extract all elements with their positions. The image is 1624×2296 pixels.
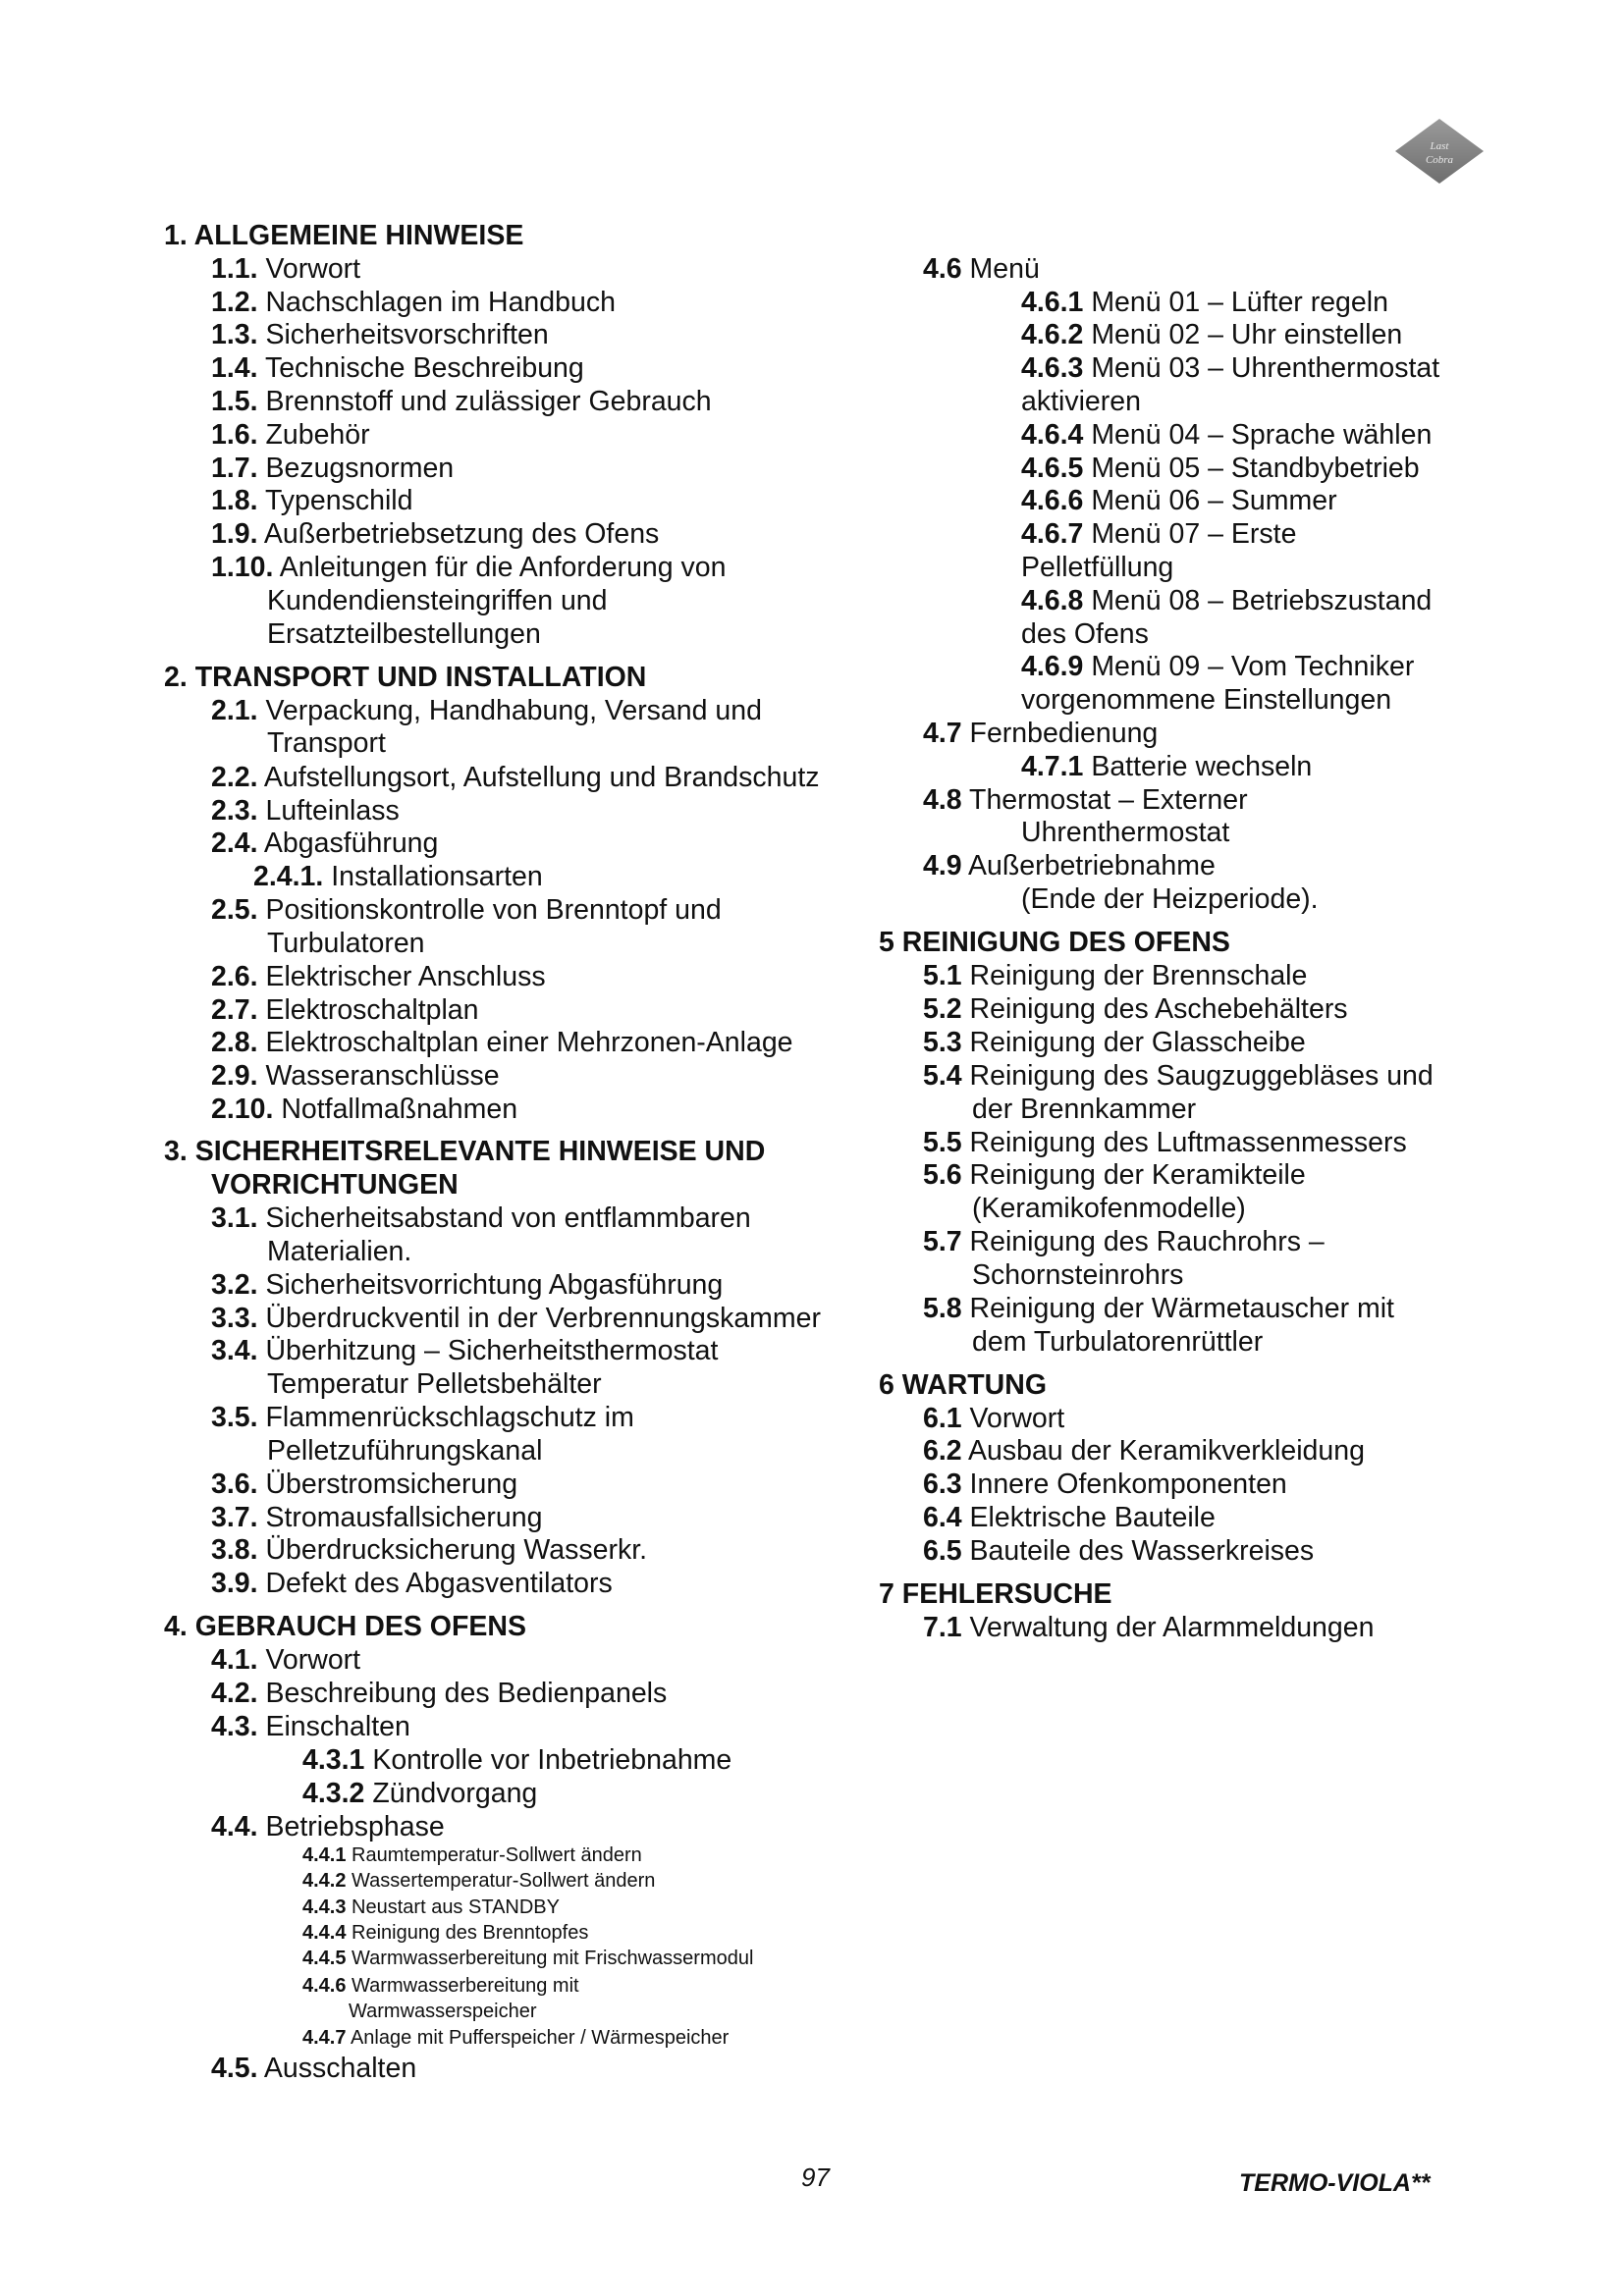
toc-entry: [211, 795, 400, 828]
toc-entry: [211, 319, 549, 351]
toc-entry-text: Pelletzuführungskanal: [267, 1435, 543, 1467]
toc-entry-number: 1.2.: [211, 287, 258, 318]
toc-entry: [211, 1644, 360, 1677]
toc-entry-number: 4.5.: [211, 2053, 258, 2084]
toc-entry-text: der Brennkammer: [972, 1094, 1197, 1125]
toc-entry-number: 5.3: [923, 1027, 962, 1058]
toc-entry-number: 4.9: [923, 850, 962, 881]
toc-entry-text: Reinigung der Brennschale: [969, 960, 1308, 991]
toc-entry-number: 6: [879, 1369, 894, 1401]
toc-entry-text: aktivieren: [1021, 386, 1141, 417]
toc-entry-number: 4.3.1: [302, 1744, 365, 1776]
toc-entry: [302, 1920, 588, 1946]
toc-entry-number: 2.4.: [211, 828, 258, 859]
toc-section-heading: [164, 1136, 765, 1168]
toc-entry: [302, 2025, 729, 2051]
toc-entry: [211, 453, 454, 485]
toc-entry-text: Warmwasserbereitung mit Frischwassermodul: [352, 1948, 754, 1969]
toc-entry-text: Reinigung des Luftmassenmessers: [969, 1127, 1407, 1158]
toc-entry-number: 3.9.: [211, 1568, 258, 1599]
toc-entry-number: 3.2.: [211, 1269, 258, 1301]
toc-entry-text: Warmwasserspeicher: [349, 2001, 537, 2022]
toc-entry-number: 2.2.: [211, 762, 258, 793]
toc-entry-text: Neustart aus STANDBY: [352, 1896, 560, 1918]
toc-entry: [1021, 518, 1296, 551]
toc-entry: [267, 1368, 602, 1401]
toc-entry-number: 3.: [164, 1136, 188, 1167]
toc-entry-number: 4.7.1: [1021, 751, 1084, 782]
toc-entry-text: Verwaltung der Alarmmeldungen: [969, 1612, 1375, 1643]
toc-entry: [211, 287, 616, 319]
toc-entry: [302, 1842, 642, 1868]
toc-entry: [211, 1202, 751, 1235]
toc-entry-text: Elektroschaltplan: [265, 994, 479, 1026]
toc-entry-text: REINIGUNG DES OFENS: [901, 927, 1230, 958]
toc-entry: [211, 253, 360, 286]
toc-entry-text: Fernbedienung: [969, 718, 1159, 749]
toc-entry: [211, 695, 762, 727]
toc-entry-text: Kundendiensteingriffen und: [267, 585, 608, 616]
toc-entry: [211, 1468, 517, 1501]
toc-entry-text: Elektrische Bauteile: [969, 1502, 1216, 1533]
toc-entry-text: Reinigung des Rauchrohrs –: [969, 1226, 1325, 1257]
toc-entry: [923, 1027, 1306, 1059]
toc-entry-text: Zubehör: [265, 419, 370, 451]
toc-entry: [923, 1127, 1407, 1159]
toc-section-heading: [164, 220, 523, 252]
toc-entry-text: Innere Ofenkomponenten: [969, 1468, 1287, 1500]
toc-entry: [211, 1335, 718, 1367]
toc-entry-number: 7: [879, 1578, 894, 1610]
toc-entry: [302, 1778, 537, 1810]
toc-entry-text: Reinigung des Aschebehälters: [969, 993, 1348, 1025]
toc-entry-text: Schornsteinrohrs: [972, 1259, 1184, 1291]
toc-entry-text: Ausbau der Keramikverkleidung: [967, 1435, 1365, 1467]
toc-entry: [267, 727, 386, 760]
toc-entry-number: 3.8.: [211, 1534, 258, 1566]
toc-entry: [923, 1293, 1394, 1325]
toc-entry-text: Pelletfüllung: [1021, 552, 1174, 583]
toc-entry: [1021, 618, 1149, 651]
toc-entry-number: 3.4.: [211, 1335, 258, 1366]
toc-entry-text: Verpackung, Handhabung, Versand und: [265, 695, 762, 726]
toc-entry: [1021, 751, 1312, 783]
toc-entry-text: Installationsarten: [331, 861, 543, 892]
toc-entry-text: dem Turbulatorenrüttler: [972, 1326, 1264, 1358]
toc-section-heading: [879, 1369, 1047, 1402]
toc-entry: [211, 894, 722, 927]
brand-name: TERMO-VIOLA**: [1239, 2169, 1431, 2197]
toc-entry: [267, 928, 425, 960]
toc-entry-number: 4.6.4: [1021, 419, 1084, 451]
toc-entry-text: Außerbetriebsetzung des Ofens: [263, 518, 660, 550]
toc-entry-text: GEBRAUCH DES OFENS: [194, 1611, 526, 1642]
toc-entry-text: Menü 02 – Uhr einstellen: [1091, 319, 1403, 350]
toc-entry: [1021, 352, 1439, 385]
toc-entry-number: 5.7: [923, 1226, 962, 1257]
toc-entry-text: Einschalten: [265, 1711, 410, 1742]
toc-entry: [267, 618, 541, 651]
toc-section-heading: [879, 927, 1230, 959]
toc-entry: [211, 1060, 500, 1093]
toc-entry-text: Nachschlagen im Handbuch: [265, 287, 616, 318]
toc-entry: [211, 762, 820, 794]
toc-entry-text: Uhrenthermostat: [1021, 817, 1230, 848]
toc-entry-text: Positionskontrolle von Brenntopf und: [265, 894, 722, 926]
toc-entry-text: Reinigung der Wärmetauscher mit: [969, 1293, 1394, 1324]
toc-entry-text: Bezugsnormen: [265, 453, 455, 484]
toc-entry-text: (Ende der Heizperiode).: [1021, 883, 1319, 915]
toc-entry-number: 1.5.: [211, 386, 258, 417]
toc-entry-number: 4.6.9: [1021, 651, 1084, 682]
toc-entry: [1021, 552, 1173, 584]
toc-entry: [211, 386, 712, 418]
toc-entry-number: 4.3.: [211, 1711, 258, 1742]
toc-entry: [923, 1403, 1064, 1435]
toc-entry-text: (Keramikofenmodelle): [972, 1193, 1246, 1224]
toc-entry-text: Warmwasserbereitung mit: [352, 1975, 579, 1997]
toc-entry: [211, 1711, 410, 1743]
toc-entry-text: Sicherheitsvorschriften: [265, 319, 549, 350]
toc-entry-number: 4.4.3: [302, 1896, 347, 1918]
toc-entry-text: Beschreibung des Bedienpanels: [265, 1678, 668, 1709]
toc-entry-text: Überdrucksicherung Wasserkr.: [265, 1534, 648, 1566]
toc-entry: [211, 518, 659, 551]
toc-entry-text: Lufteinlass: [265, 795, 400, 827]
toc-entry-text: FEHLERSUCHE: [901, 1578, 1112, 1610]
toc-entry-number: 3.5.: [211, 1402, 258, 1433]
toc-entry-text: ALLGEMEINE HINWEISE: [193, 220, 524, 251]
toc-entry-number: 6.1: [923, 1403, 962, 1434]
toc-entry: [211, 1534, 647, 1567]
toc-entry-number: 1.3.: [211, 319, 258, 350]
diamond-logo-icon: [1392, 116, 1487, 187]
toc-entry: [1021, 585, 1432, 617]
toc-entry-text: Sicherheitsabstand von entflammbaren: [265, 1202, 751, 1234]
toc-entry-text: Menü: [969, 253, 1040, 285]
toc-entry: [211, 1027, 793, 1059]
toc-entry: [972, 1259, 1183, 1292]
toc-entry-number: 3.6.: [211, 1468, 258, 1500]
toc-entry-number: 6.3: [923, 1468, 962, 1500]
toc-entry-number: 5.5: [923, 1127, 962, 1158]
toc-entry-number: 4.6.7: [1021, 518, 1084, 550]
toc-entry-number: 1.7.: [211, 453, 258, 484]
toc-entry: [349, 1999, 537, 2024]
toc-entry: [211, 1402, 634, 1434]
toc-entry-number: 2.6.: [211, 961, 258, 992]
toc-entry: [1021, 319, 1402, 351]
toc-entry-number: 6.4: [923, 1502, 962, 1533]
toc-entry-text: Turbulatoren: [267, 928, 425, 959]
toc-entry: [923, 1060, 1434, 1093]
toc-entry-text: Thermostat – Externer: [969, 784, 1248, 816]
toc-entry: [923, 1535, 1314, 1568]
toc-entry: [211, 1303, 821, 1335]
toc-entry: [1021, 386, 1141, 418]
toc-entry: [972, 1326, 1263, 1359]
toc-entry: [923, 993, 1348, 1026]
toc-entry: [302, 1895, 560, 1920]
toc-entry: [302, 1973, 579, 1999]
toc-entry-number: 2.1.: [211, 695, 258, 726]
toc-entry-number: 1.: [164, 220, 188, 251]
toc-entry-text: Menü 07 – Erste: [1091, 518, 1297, 550]
toc-entry-text: Defekt des Abgasventilators: [265, 1568, 613, 1599]
toc-entry-text: TRANSPORT UND INSTALLATION: [194, 662, 647, 693]
toc-entry: [211, 994, 479, 1027]
toc-entry-text: Elektroschaltplan einer Mehrzonen-Anlage: [265, 1027, 793, 1058]
toc-entry-number: 1.8.: [211, 485, 258, 516]
toc-entry-text: Wasseranschlüsse: [265, 1060, 500, 1092]
toc-entry-number: 5.8: [923, 1293, 962, 1324]
toc-entry-text: Ausschalten: [263, 2053, 417, 2084]
toc-entry-number: 4.4.2: [302, 1870, 347, 1892]
toc-entry-number: 3.3.: [211, 1303, 258, 1334]
toc-entry-number: 2.3.: [211, 795, 258, 827]
toc-entry: [1021, 453, 1420, 485]
page-number: 97: [801, 2163, 830, 2192]
toc-entry-text: Reinigung des Brenntopfes: [352, 1922, 589, 1944]
toc-entry: [211, 1094, 517, 1126]
toc-entry-text: Brennstoff und zulässiger Gebrauch: [265, 386, 712, 417]
toc-entry-text: Anleitungen für die Anforderung von: [279, 552, 727, 583]
toc-entry: [1021, 817, 1229, 849]
toc-entry-text: Raumtemperatur-Sollwert ändern: [352, 1844, 642, 1866]
toc-entry-number: 4.6.8: [1021, 585, 1084, 616]
toc-entry-text: Technische Beschreibung: [264, 352, 584, 384]
toc-entry-text: Reinigung der Keramikteile: [969, 1159, 1306, 1191]
toc-entry-number: 4.6.1: [1021, 287, 1084, 318]
toc-entry-text: WARTUNG: [901, 1369, 1048, 1401]
toc-entry-text: SICHERHEITSRELEVANTE HINWEISE UND: [194, 1136, 766, 1167]
toc-entry-text: Zündvorgang: [372, 1778, 538, 1809]
toc-entry-number: 5.1: [923, 960, 962, 991]
toc-entry-text: Reinigung des Saugzuggebläses und: [969, 1060, 1434, 1092]
toc-entry: [972, 1193, 1246, 1225]
toc-entry-text: Menü 03 – Uhrenthermostat: [1091, 352, 1440, 384]
toc-entry-number: 5.2: [923, 993, 962, 1025]
toc-entry-text: Vorwort: [265, 253, 361, 285]
toc-entry-number: 7.1: [923, 1612, 962, 1643]
toc-entry-number: 4.6.3: [1021, 352, 1084, 384]
toc-entry-number: 4.4.6: [302, 1975, 347, 1997]
toc-entry-text: Menü 06 – Summer: [1091, 485, 1337, 516]
toc-entry-number: 4.8: [923, 784, 962, 816]
toc-entry-number: 4.7: [923, 718, 962, 749]
toc-entry-text: VORRICHTUNGEN: [211, 1169, 459, 1201]
toc-entry: [211, 419, 370, 452]
logo-text-1: Last: [1430, 140, 1449, 152]
toc-entry-text: Flammenrückschlagschutz im: [265, 1402, 634, 1433]
toc-entry: [1021, 684, 1391, 717]
toc-entry-text: vorgenommene Einstellungen: [1021, 684, 1392, 716]
toc-entry: [211, 1811, 445, 1843]
toc-entry-number: 2.9.: [211, 1060, 258, 1092]
toc-entry-text: Überdruckventil in der Verbrennungskammer: [265, 1303, 821, 1334]
toc-entry: [923, 253, 1040, 286]
toc-entry: [211, 1269, 723, 1302]
toc-entry-number: 5.6: [923, 1159, 962, 1191]
toc-entry-text: Temperatur Pelletsbehälter: [267, 1368, 602, 1400]
toc-entry: [923, 1435, 1365, 1468]
toc-entry: [923, 1159, 1306, 1192]
toc-entry: [923, 784, 1248, 817]
toc-section-heading: [879, 1578, 1112, 1611]
toc-entry-number: 2.8.: [211, 1027, 258, 1058]
toc-entry-text: Notfallmaßnahmen: [281, 1094, 518, 1125]
toc-entry: [1021, 287, 1388, 319]
toc-entry: [211, 961, 546, 993]
toc-entry-number: 2.10.: [211, 1094, 274, 1125]
toc-entry: [923, 960, 1307, 992]
toc-entry-text: Ersatzteilbestellungen: [267, 618, 541, 650]
logo-text-2: Cobra: [1425, 154, 1454, 166]
toc-entry-number: 4.6.6: [1021, 485, 1084, 516]
toc-entry-text: Kontrolle vor Inbetriebnahme: [372, 1744, 732, 1776]
toc-entry-number: 4.4.7: [302, 2027, 347, 2049]
toc-entry-number: 3.7.: [211, 1502, 258, 1533]
toc-entry-text: Vorwort: [265, 1644, 361, 1676]
toc-entry-number: 4.6.5: [1021, 453, 1084, 484]
toc-entry-number: 2.: [164, 662, 188, 693]
toc-entry: [1021, 485, 1337, 517]
toc-entry: [211, 828, 438, 860]
toc-entry: [1021, 651, 1414, 683]
toc-entry-number: 5.4: [923, 1060, 962, 1092]
toc-entry-number: 4.3.2: [302, 1778, 365, 1809]
toc-entry-number: 5: [879, 927, 894, 958]
toc-entry-text: Überhitzung – Sicherheitsthermostat: [265, 1335, 719, 1366]
toc-entry-number: 2.7.: [211, 994, 258, 1026]
toc-entry-text: des Ofens: [1021, 618, 1149, 650]
toc-entry: [302, 1744, 731, 1777]
toc-entry: [211, 2053, 416, 2085]
toc-entry-number: 4.6: [923, 253, 962, 285]
toc-entry-number: 1.4.: [211, 352, 258, 384]
toc-entry: [211, 485, 412, 517]
toc-entry-number: 1.1.: [211, 253, 258, 285]
toc-entry: [302, 1946, 753, 1971]
toc-entry: [211, 352, 584, 385]
toc-entry-text: Abgasführung: [263, 828, 439, 859]
toc-entry: [972, 1094, 1196, 1126]
toc-entry-text: Aufstellungsort, Aufstellung und Brandschutz: [263, 762, 820, 793]
toc-entry-number: 1.9.: [211, 518, 258, 550]
toc-entry: [211, 1568, 613, 1600]
toc-entry: [923, 850, 1216, 882]
toc-entry-text: Wassertemperatur-Sollwert ändern: [352, 1870, 656, 1892]
toc-entry: [211, 552, 727, 584]
toc-entry-text: Typenschild: [264, 485, 413, 516]
toc-entry-text: Elektrischer Anschluss: [265, 961, 546, 992]
toc-entry-text: Menü 05 – Standbybetrieb: [1091, 453, 1420, 484]
toc-entry-text: Menü 09 – Vom Techniker: [1091, 651, 1415, 682]
toc-entry-number: 4.: [164, 1611, 188, 1642]
toc-entry: [923, 718, 1158, 750]
toc-entry-text: Betriebsphase: [265, 1811, 445, 1842]
toc-entry: [211, 1502, 542, 1534]
toc-entry-text: Stromausfallsicherung: [265, 1502, 543, 1533]
toc-entry-text: Vorwort: [969, 1403, 1065, 1434]
toc-section-heading: [164, 662, 646, 694]
toc-entry: [302, 1868, 655, 1894]
toc-entry: [267, 1435, 542, 1468]
toc-entry-number: 6.5: [923, 1535, 962, 1567]
toc-entry-text: Menü 04 – Sprache wählen: [1091, 419, 1433, 451]
toc-entry-number: 4.2.: [211, 1678, 258, 1709]
toc-entry-text: Überstromsicherung: [265, 1468, 518, 1500]
toc-entry-number: 2.4.1.: [253, 861, 324, 892]
toc-entry-number: 4.4.1: [302, 1844, 347, 1866]
toc-entry-number: 1.6.: [211, 419, 258, 451]
toc-entry-number: 4.4.5: [302, 1948, 347, 1969]
toc-entry-number: 2.5.: [211, 894, 258, 926]
toc-entry: [1021, 419, 1432, 452]
toc-entry-number: 3.1.: [211, 1202, 258, 1234]
toc-entry-number: 4.4.: [211, 1811, 258, 1842]
toc-entry-text: Transport: [267, 727, 386, 759]
toc-entry: [923, 1226, 1325, 1258]
toc-entry: [267, 1236, 411, 1268]
toc-entry-text: Anlage mit Pufferspeicher / Wärmespeicher: [350, 2027, 730, 2049]
toc-entry-text: Bauteile des Wasserkreises: [969, 1535, 1315, 1567]
toc-entry-text: Außerbetriebnahme: [967, 850, 1216, 881]
toc-entry-text: Reinigung der Glasscheibe: [969, 1027, 1306, 1058]
toc-entry-text: Sicherheitsvorrichtung Abgasführung: [265, 1269, 724, 1301]
toc-entry-text: Materialien.: [267, 1236, 412, 1267]
toc-entry: [1021, 883, 1319, 916]
toc-entry: [253, 861, 543, 893]
toc-entry-text: Batterie wechseln: [1091, 751, 1313, 782]
toc-entry-number: 1.10.: [211, 552, 274, 583]
toc-entry: [267, 585, 608, 617]
toc-entry: [923, 1468, 1287, 1501]
toc-entry-text: Menü 01 – Lüfter regeln: [1091, 287, 1388, 318]
toc-entry: [923, 1502, 1216, 1534]
toc-section-heading: [164, 1611, 526, 1643]
toc-entry-text: Menü 08 – Betriebszustand: [1091, 585, 1433, 616]
toc-entry-number: 4.1.: [211, 1644, 258, 1676]
toc-entry: [923, 1612, 1374, 1644]
toc-entry: [211, 1678, 667, 1710]
toc-entry-number: 6.2: [923, 1435, 962, 1467]
toc-section-heading: [211, 1169, 459, 1201]
toc-entry-number: 4.4.4: [302, 1922, 347, 1944]
toc-entry-number: 4.6.2: [1021, 319, 1084, 350]
